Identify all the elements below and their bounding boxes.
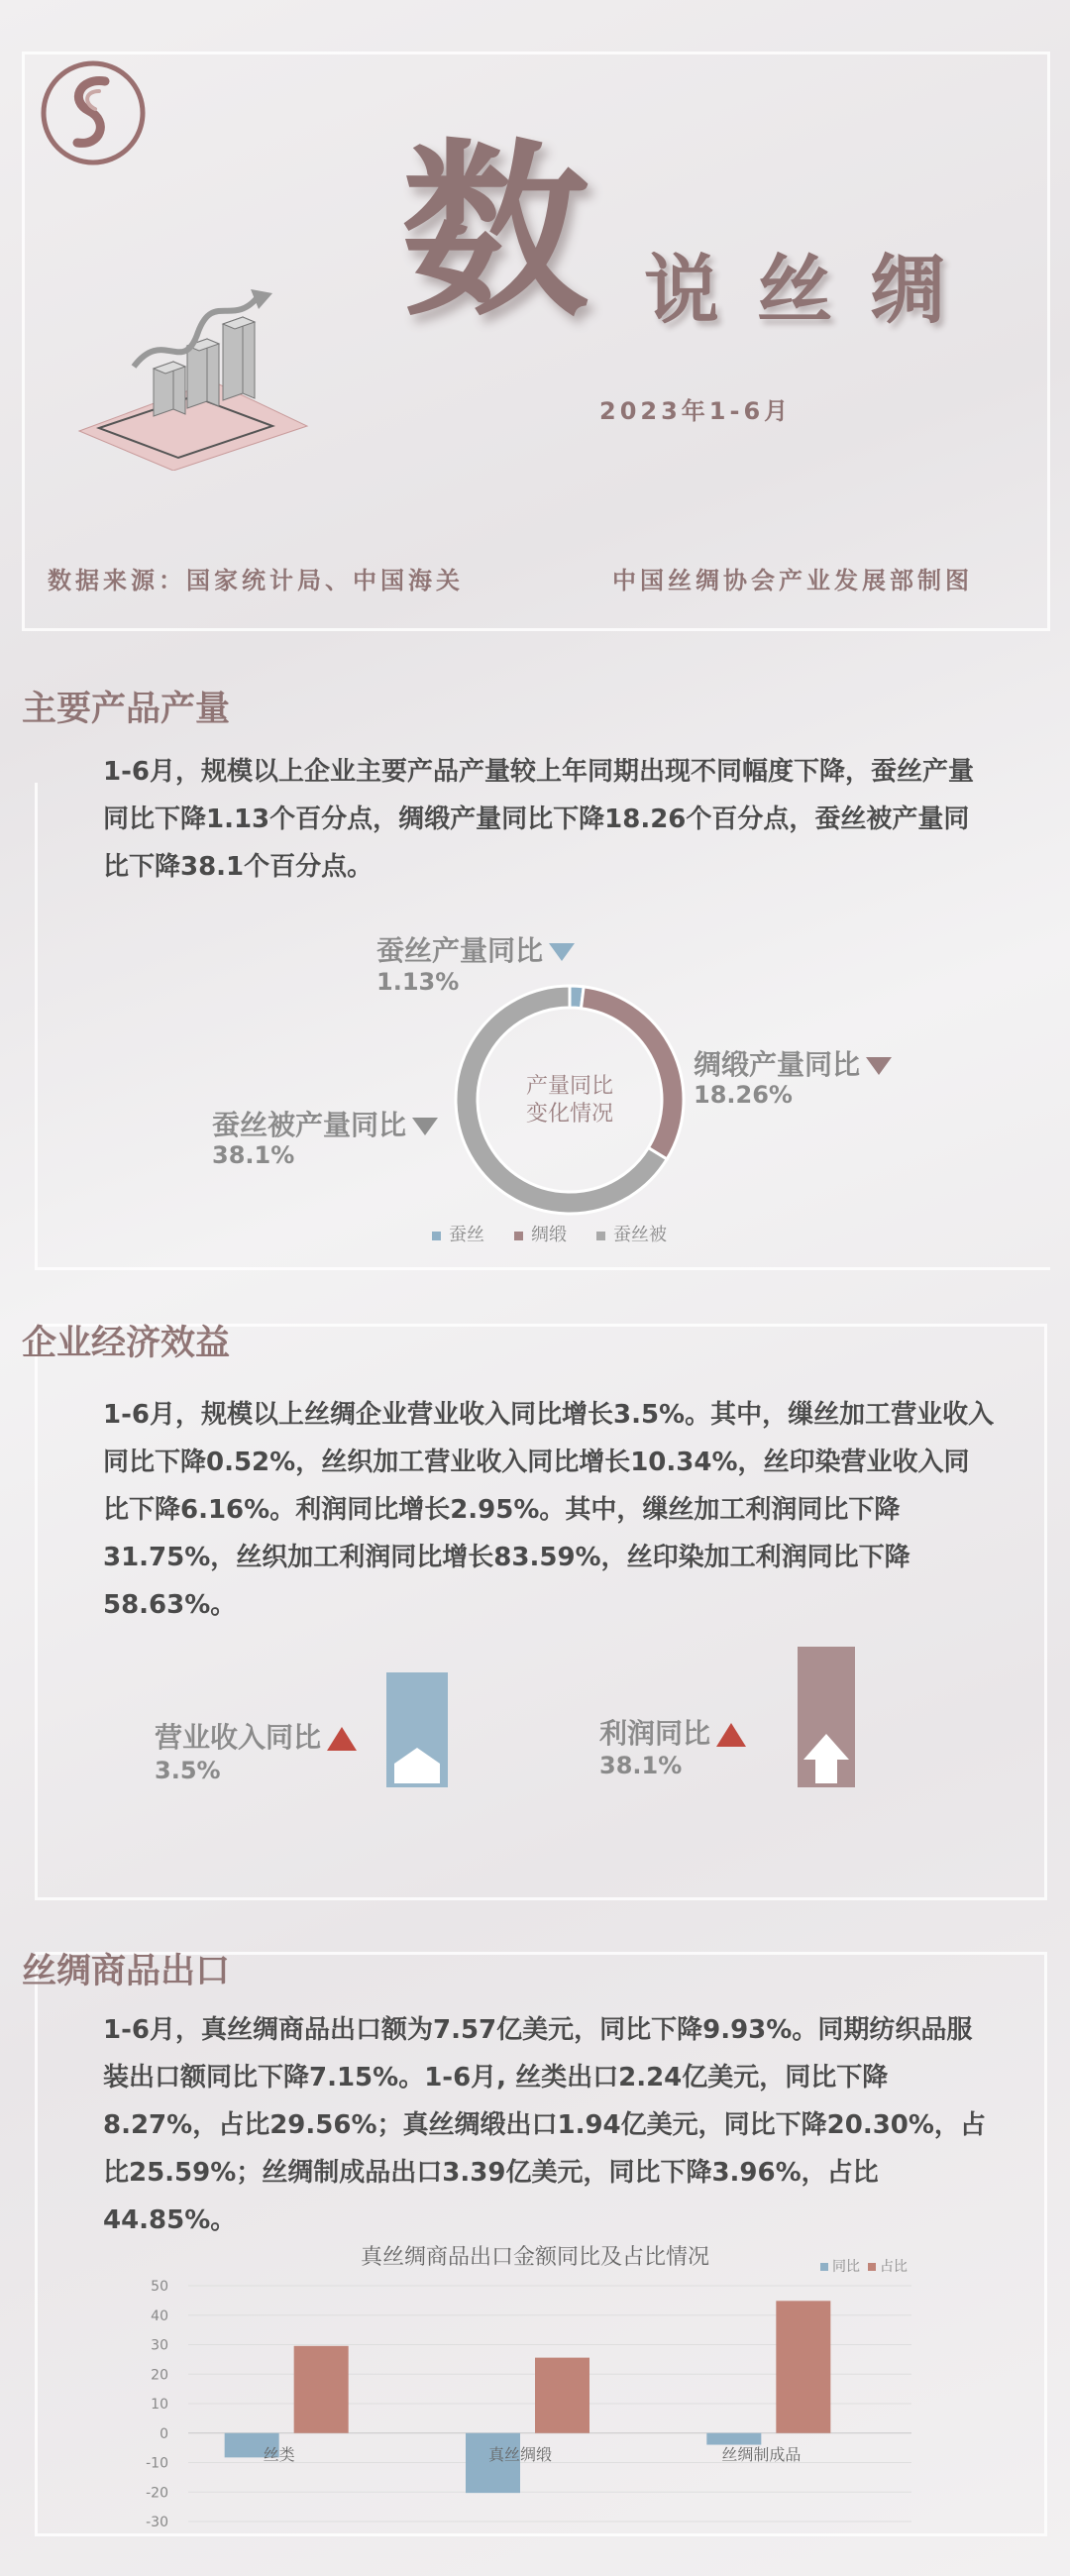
profit-value: 38.1% <box>599 1752 683 1779</box>
profit-label <box>599 1712 746 1752</box>
donut-legend <box>432 1221 667 1246</box>
triangle-up-icon <box>716 1723 746 1747</box>
legend-share: 占比 <box>880 2259 908 2275</box>
section2-title: 企业经济效益 <box>22 1324 231 1363</box>
section3-paragraph: 1-6月，真丝绸商品出口额为7.57亿美元，同比下降9.93%。同期纺织品服装出口额同比下降7.15%。1-6月, 丝类出口2.24亿美元，同比下降8.27%，占比29.56%；真丝绸缎出口1.94亿美元，同比下降20.30%，占比25.59%；丝绸制成品出口3.39亿美元，同比下降3.96%，占比44.85%。 <box>103 2015 986 2235</box>
section1-paragraph: 1-6月，规模以上企业主要产品产量较上年同期出现不同幅度下降，蚕丝产量同比下降1.13个百分点，绸缎产量同比下降18.26个百分点，蚕丝被产量同比下降38.1个百分点。 <box>103 757 974 882</box>
donut-center-line1: 产量同比 <box>525 1074 614 1099</box>
revenue-bar <box>386 1672 448 1787</box>
donut-label-quilt-name: 蚕丝被产量同比 <box>212 1109 407 1141</box>
bar-占比-丝类 <box>294 2346 349 2433</box>
legend-item-quilt: 蚕丝被 <box>596 1221 667 1246</box>
y-tick-label: 40 <box>151 2308 168 2324</box>
bar-占比-真丝绸缎 <box>535 2358 589 2433</box>
revenue-value: 3.5% <box>155 1757 221 1784</box>
y-tick-label: 0 <box>160 2425 168 2442</box>
export-chart-title: 真丝绸商品出口金额同比及占比情况 <box>360 2245 710 2270</box>
y-tick-label: -30 <box>146 2515 168 2530</box>
triangle-down-icon <box>412 1118 438 1135</box>
triangle-down-icon <box>549 943 575 961</box>
donut-label-silk <box>376 929 575 969</box>
donut-label-silk-name: 蚕丝产量同比 <box>376 934 544 967</box>
legend-item-satin: 绸缎 <box>514 1221 567 1246</box>
author: 中国丝绸协会产业发展部制图 <box>612 567 973 594</box>
title-main-char: 数 <box>401 123 590 342</box>
donut-slice-1 <box>581 987 684 1159</box>
legend-item-silk: 蚕丝 <box>432 1221 484 1246</box>
donut-label-satin <box>694 1043 892 1083</box>
triangle-up-icon <box>327 1727 357 1751</box>
revenue-label <box>155 1716 357 1756</box>
profit-label-text: 利润同比 <box>599 1717 711 1750</box>
y-tick-label: 20 <box>151 2367 168 2384</box>
export-chart-legend <box>820 2258 908 2275</box>
y-tick-label: -10 <box>146 2455 168 2472</box>
growth-chart-icon <box>74 287 312 471</box>
profit-bar <box>798 1647 855 1787</box>
donut-label-quilt <box>212 1104 438 1143</box>
section1-title: 主要产品产量 <box>22 690 231 729</box>
section2-paragraph: 1-6月，规模以上丝绸企业营业收入同比增长3.5%。其中，缫丝加工营业收入同比下降0.52%，丝织加工营业收入同比增长10.34%，丝印染营业收入同比下降6.16%。利润同比增长2.95%。其中，缫丝加工利润同比下降31.75%，丝织加工利润同比增长83.59%，丝印染加工利润同比下降58.63%。 <box>103 1400 995 1620</box>
donut-center-line2: 变化情况 <box>525 1102 614 1127</box>
donut-value-silk: 1.13% <box>376 968 460 996</box>
y-tick-label: 50 <box>151 2279 168 2295</box>
revenue-label-text: 营业收入同比 <box>155 1721 322 1754</box>
logo-icon <box>40 59 147 166</box>
donut-chart <box>436 966 703 1234</box>
section3-title: 丝绸商品出口 <box>22 1952 231 1991</box>
bar-占比-丝绸制成品 <box>776 2301 830 2432</box>
data-source: 数据来源：国家统计局、中国海关 <box>48 567 464 594</box>
x-category-label: 真丝绸缎 <box>487 2444 553 2464</box>
export-bar-chart <box>139 2234 931 2531</box>
date-range: 2023年1-6月 <box>599 397 793 425</box>
title-sub: 说丝绸 <box>644 246 983 334</box>
legend-yoy: 同比 <box>832 2259 860 2275</box>
y-tick-label: 30 <box>151 2337 168 2354</box>
donut-label-satin-name: 绸缎产量同比 <box>694 1048 861 1081</box>
donut-value-quilt: 38.1% <box>212 1141 295 1169</box>
y-tick-label: 10 <box>151 2397 168 2413</box>
y-tick-label: -20 <box>146 2485 168 2502</box>
triangle-down-icon <box>866 1057 892 1075</box>
donut-value-satin: 18.26% <box>694 1081 793 1109</box>
bar-同比-丝绸制成品 <box>706 2433 761 2445</box>
x-category-label: 丝类 <box>263 2444 295 2464</box>
x-category-label: 丝绸制成品 <box>721 2444 802 2464</box>
